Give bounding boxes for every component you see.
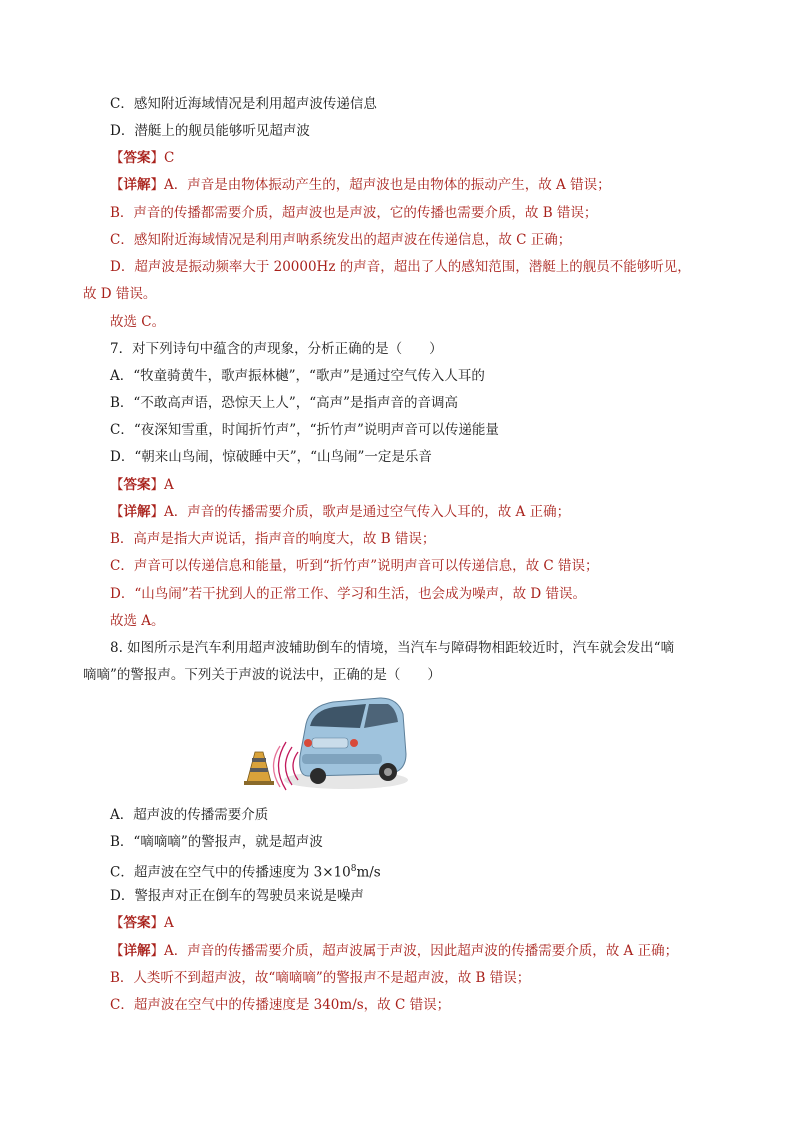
- option-c-unit: m/s: [356, 864, 381, 881]
- q8-detail-b: B．人类听不到超声波，故“嘀嘀嘀”的警报声不是超声波，故 B 错误；: [110, 970, 531, 986]
- detail-tag: 详解: [123, 943, 151, 959]
- answer-value: A: [164, 477, 174, 493]
- q7-detail-d: D．“山鸟闹”若干扰到人的正常工作、学习和生活，也会成为噪声，故 D 错误。: [110, 586, 587, 602]
- traffic-cone-icon: [244, 752, 274, 785]
- answer-value: A: [164, 915, 174, 931]
- detail-text: A．声音是由物体振动产生的，超声波也是由物体的振动产生，故 A 错误；: [164, 177, 611, 193]
- q7-answer: 【答案】A: [110, 477, 174, 493]
- car-icon: [300, 698, 406, 784]
- rear-bumper: [302, 754, 382, 764]
- exponent: 8: [350, 864, 357, 874]
- answer-tag: 答案: [123, 477, 151, 493]
- q6-detail-d: D．超声波是振动频率大于 20000Hz 的声音，超出了人的感知范围，潜艇上的舰员不能够听见，: [110, 259, 691, 275]
- q6-answer: 【答案】C: [110, 150, 175, 166]
- q6-option-d: D．潜艇上的舰员能够听见超声波: [110, 123, 310, 139]
- wheel: [310, 768, 326, 784]
- q8-option-a: A．超声波的传播需要介质: [110, 807, 269, 823]
- q7-option-c: C．“夜深知雪重，时闻折竹声”，“折竹声”说明声音可以传递能量: [110, 422, 499, 438]
- q7-detail-a: 【详解】A．声音的传播需要介质，歌声是通过空气传入人耳的，故 A 正确；: [110, 504, 571, 520]
- q8-option-c: [110, 860, 381, 882]
- detail-tag: 详解: [123, 177, 151, 193]
- q7-conclusion: 故选 A。: [110, 613, 165, 629]
- q8-detail-c: C．超声波在空气中的传播速度是 340m/s，故 C 错误；: [110, 997, 451, 1013]
- q6-detail-c: C．感知附近海域情况是利用声呐系统发出的超声波在传递信息，故 C 正确；: [110, 232, 572, 248]
- q6-detail-b: B．声音的传播都需要介质，超声波也是声波，它的传播也需要介质，故 B 错误；: [110, 205, 598, 221]
- reversing-car-figure: [238, 694, 408, 796]
- q7-detail-b: B．高声是指大声说话，指声音的响度大，故 B 错误；: [110, 531, 436, 547]
- q8-option-b: B．“嘀嘀嘀”的警报声，就是超声波: [110, 834, 323, 850]
- q8-answer: 【答案】A: [110, 915, 174, 931]
- q8-detail-a: 【详解】A．声音的传播需要介质，超声波属于声波，因此超声波的传播需要介质，故 A 正确；: [110, 943, 679, 959]
- q6-detail-d-cont: 故 D 错误。: [83, 286, 157, 302]
- answer-tag: 答案: [123, 915, 151, 931]
- detail-tag: 详解: [123, 504, 151, 520]
- q7-option-a: A．“牧童骑黄牛，歌声振林樾”，“歌声”是通过空气传入人耳的: [110, 368, 485, 384]
- detail-text: A．声音的传播需要介质，超声波属于声波，因此超声波的传播需要介质，故 A 正确；: [164, 943, 679, 959]
- q8-option-d: D．警报声对正在倒车的驾驶员来说是噪声: [110, 888, 364, 904]
- q6-option-c: C．感知附近海域情况是利用超声波传递信息: [110, 96, 377, 112]
- answer-tag: 答案: [123, 150, 151, 166]
- q8-stem-line1: 8. 如图所示是汽车利用超声波辅助倒车的情境，当汽车与障碍物相距较近时，汽车就会发出“嘀: [110, 640, 675, 656]
- q6-conclusion: 故选 C。: [110, 314, 166, 330]
- q6-detail-a: 【详解】A．声音是由物体振动产生的，超声波也是由物体的振动产生，故 A 错误；: [110, 177, 611, 193]
- q8-stem-line2: 嘀嘀”的警报声。下列关于声波的说法中，正确的是（ ）: [83, 667, 441, 683]
- detail-text: A．声音的传播需要介质，歌声是通过空气传入人耳的，故 A 正确；: [164, 504, 571, 520]
- q7-option-b: B．“不敢高声语，恐惊天上人”，“高声”是指声音的音调高: [110, 395, 459, 411]
- q7-stem: 7．对下列诗句中蕴含的声现象，分析正确的是（ ）: [110, 341, 443, 357]
- q7-option-d: D．“朝来山鸟闹，惊破睡中天”，“山鸟闹”一定是乐音: [110, 449, 432, 465]
- option-c-text: C．超声波在空气中的传播速度为 3×10: [110, 864, 351, 881]
- answer-value: C: [164, 150, 175, 166]
- q7-detail-c: C．声音可以传递信息和能量，听到“折竹声”说明声音可以传递信息，故 C 错误；: [110, 558, 599, 574]
